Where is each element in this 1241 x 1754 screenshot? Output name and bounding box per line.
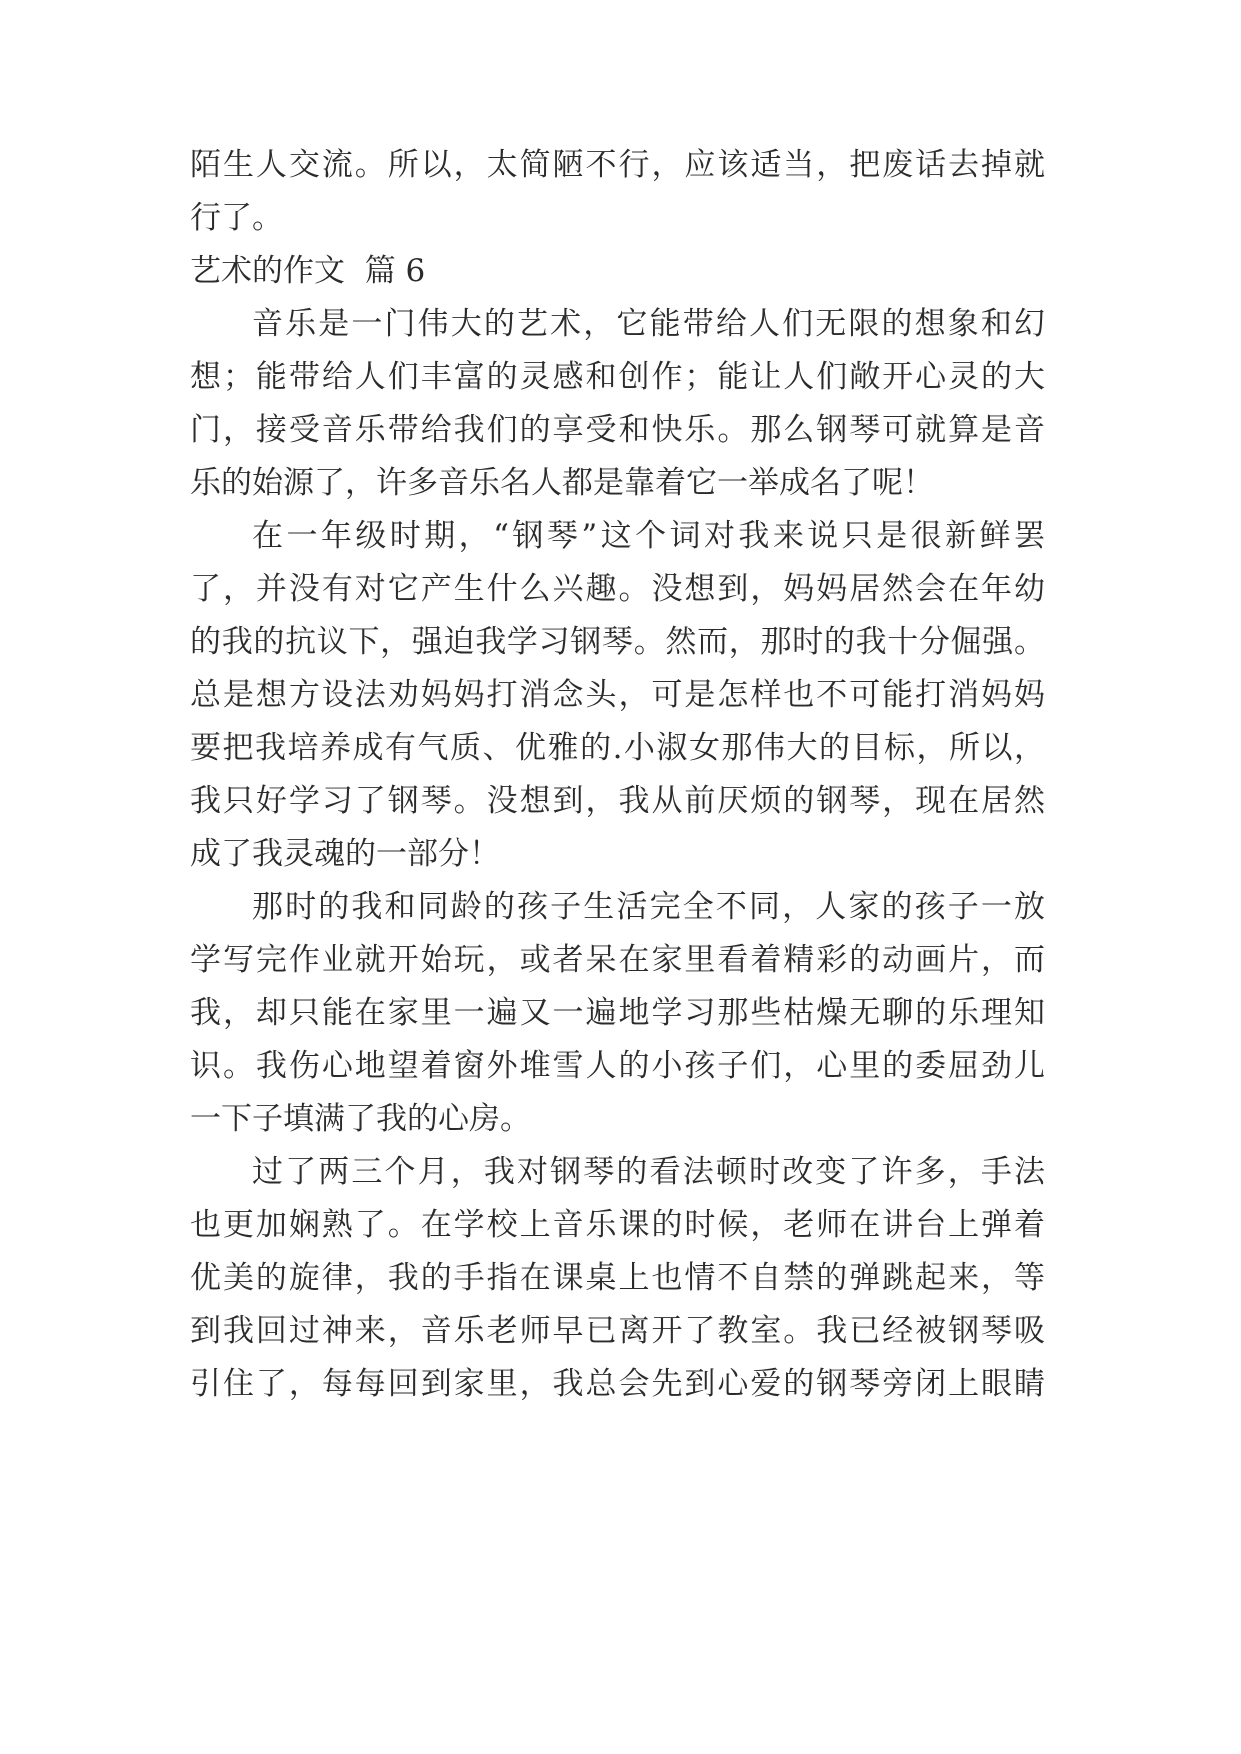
text-line: 也更加娴熟了。在学校上音乐课的时候，老师在讲台上弹着 <box>190 1207 1045 1243</box>
paragraph <box>190 510 1045 881</box>
text-line: 想；能带给人们丰富的灵感和创作；能让人们敞开心灵的大 <box>190 359 1045 395</box>
section-heading <box>190 245 1045 298</box>
document-page <box>190 139 1045 1411</box>
text-line: 我，却只能在家里一遍又一遍地学习那些枯燥无聊的乐理知 <box>190 995 1045 1031</box>
text-line: 过了两三个月，我对钢琴的看法顿时改变了许多，手法 <box>252 1154 1045 1190</box>
text-line: 行了。 <box>190 200 283 236</box>
paragraph <box>190 881 1045 1146</box>
text-line: 到我回过神来，音乐老师早已离开了教室。我已经被钢琴吸 <box>190 1313 1045 1349</box>
text-line: 识。我伤心地望着窗外堆雪人的小孩子们，心里的委屈劲儿 <box>190 1048 1045 1084</box>
text-line: 乐的始源了，许多音乐名人都是靠着它一举成名了呢！ <box>190 465 934 501</box>
text-line: 总是想方设法劝妈妈打消念头，可是怎样也不可能打消妈妈 <box>190 677 1045 713</box>
text-line: 在一年级时期，“钢琴”这个词对我来说只是很新鲜罢 <box>252 518 1045 554</box>
paragraph <box>190 298 1045 510</box>
text-line: 了，并没有对它产生什么兴趣。没想到，妈妈居然会在年幼 <box>190 571 1045 607</box>
paragraph <box>190 1146 1045 1411</box>
text-line: 那时的我和同龄的孩子生活完全不同，人家的孩子一放 <box>252 889 1045 925</box>
text-line: 的我的抗议下，强迫我学习钢琴。然而，那时的我十分倔强。 <box>190 624 1045 660</box>
text-line: 学写完作业就开始玩，或者呆在家里看着精彩的动画片，而 <box>190 942 1045 978</box>
text-line: 音乐是一门伟大的艺术，它能带给人们无限的想象和幻 <box>252 306 1045 342</box>
text-line: 陌生人交流。所以，太简陋不行，应该适当，把废话去掉就 <box>190 147 1045 183</box>
text-line: 一下子填满了我的心房。 <box>190 1101 531 1137</box>
text-line: 优美的旋律，我的手指在课桌上也情不自禁的弹跳起来，等 <box>190 1260 1045 1296</box>
heading-text: 艺术的作文 篇 6 <box>190 253 426 289</box>
text-line: 要把我培养成有气质、优雅的.小淑女那伟大的目标，所以， <box>190 730 1045 766</box>
text-line: 引住了，每每回到家里，我总会先到心爱的钢琴旁闭上眼睛 <box>190 1366 1045 1402</box>
text-line: 成了我灵魂的一部分！ <box>190 836 500 872</box>
text-line: 我只好学习了钢琴。没想到，我从前厌烦的钢琴，现在居然 <box>190 783 1045 819</box>
paragraph-continuation <box>190 139 1045 245</box>
text-line: 门，接受音乐带给我们的享受和快乐。那么钢琴可就算是音 <box>190 412 1045 448</box>
